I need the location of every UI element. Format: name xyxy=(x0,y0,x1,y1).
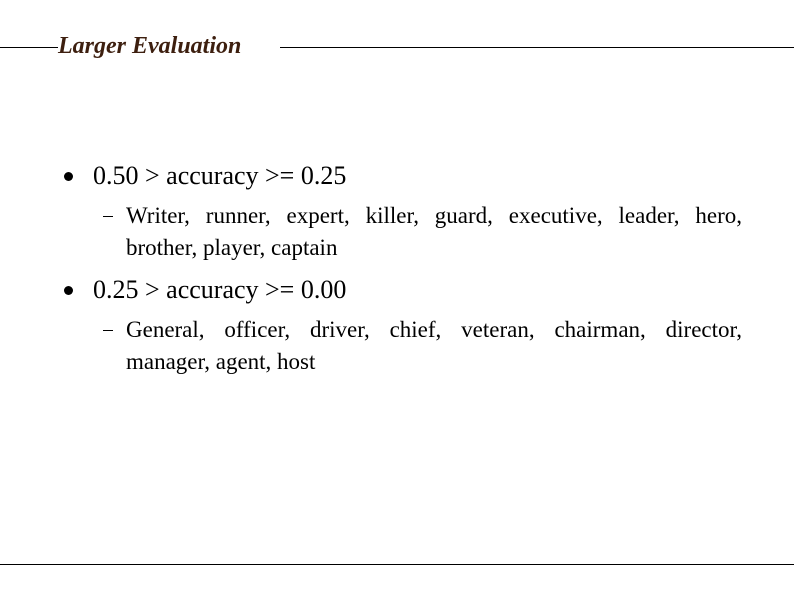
sub-bullet-text: General, officer, driver, chief, veteran, chairman, director, manager, agent, host xyxy=(126,317,742,374)
dash-icon xyxy=(103,216,113,217)
title-rule-right xyxy=(280,47,794,48)
bullet-dot-icon xyxy=(64,172,73,181)
title-row xyxy=(0,31,794,61)
sub-bullet-text: Writer, runner, expert, killer, guard, executive, leader, hero, brother, player, captain xyxy=(126,203,742,260)
bullet-dot-icon xyxy=(64,286,73,295)
bottom-rule xyxy=(0,564,794,565)
title-rule-left xyxy=(0,47,58,48)
dash-icon xyxy=(103,330,113,331)
bullet-text: 0.25 > accuracy >= 0.00 xyxy=(93,275,347,304)
bullet-text: 0.50 > accuracy >= 0.25 xyxy=(93,161,347,190)
slide-title: Larger Evaluation xyxy=(58,33,242,59)
